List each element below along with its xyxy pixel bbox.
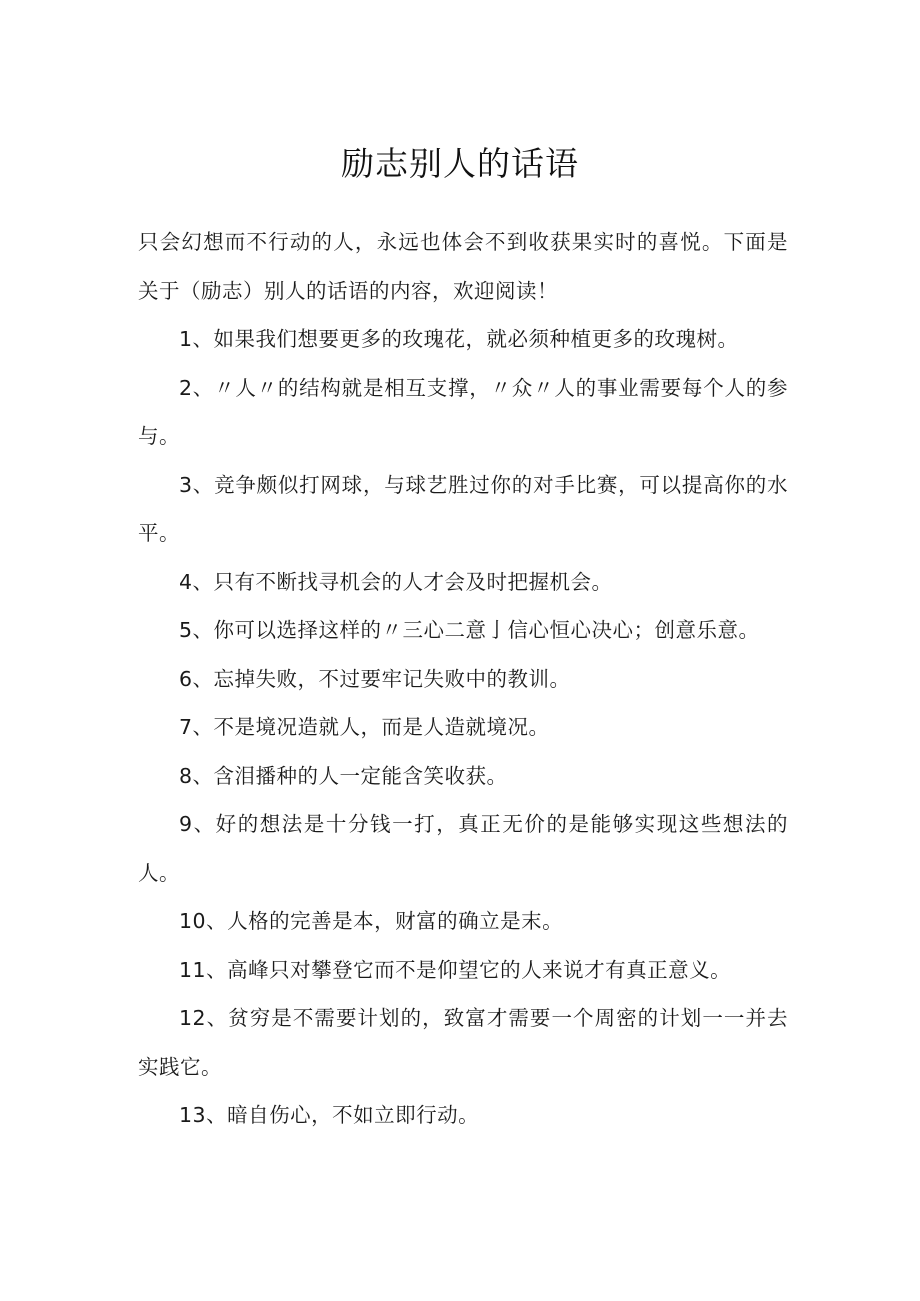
list-item: 2、〃人〃的结构就是相互支撑，〃众〃人的事业需要每个人的参与。 (138, 375, 788, 448)
list-item: 6、忘掉失败，不过要牢记失败中的教训。 (179, 666, 571, 691)
list-item: 11、高峰只对攀登它而不是仰望它的人来说才有真正意义。 (179, 957, 732, 982)
list-item: 3、竞争颇似打网球，与球艺胜过你的对手比赛，可以提高你的水平。 (138, 472, 788, 545)
list-item: 10、人格的完善是本，财富的确立是末。 (179, 909, 564, 933)
list-item: 7、不是境况造就人，而是人造就境况。 (179, 715, 550, 739)
list-item: 1、如果我们想要更多的玫瑰花，就必须种植更多的玫瑰树。 (179, 327, 739, 351)
list-item: 8、含泪播种的人一定能含笑收获。 (179, 763, 508, 788)
list-item: 12、贫穷是不需要计划的，致富才需要一个周密的计划一一并去实践它。 (138, 1006, 788, 1079)
list-item: 5、你可以选择这样的〃三心二意亅信心恒心决心；创意乐意。 (179, 618, 760, 642)
document-title: 励志别人的话语 (341, 144, 579, 183)
intro-paragraph: 只会幻想而不行动的人，永远也体会不到收获果实时的喜悦。下面是关于（励志）别人的话语的内容，欢迎阅读！ (138, 230, 788, 303)
list-item: 4、只有不断找寻机会的人才会及时把握机会。 (179, 569, 613, 594)
list-item: 13、暗自伤心，不如立即行动。 (179, 1103, 480, 1127)
list-item: 9、好的想法是十分钱一打，真正无价的是能够实现这些想法的人。 (138, 812, 788, 885)
document-body (138, 218, 788, 1140)
